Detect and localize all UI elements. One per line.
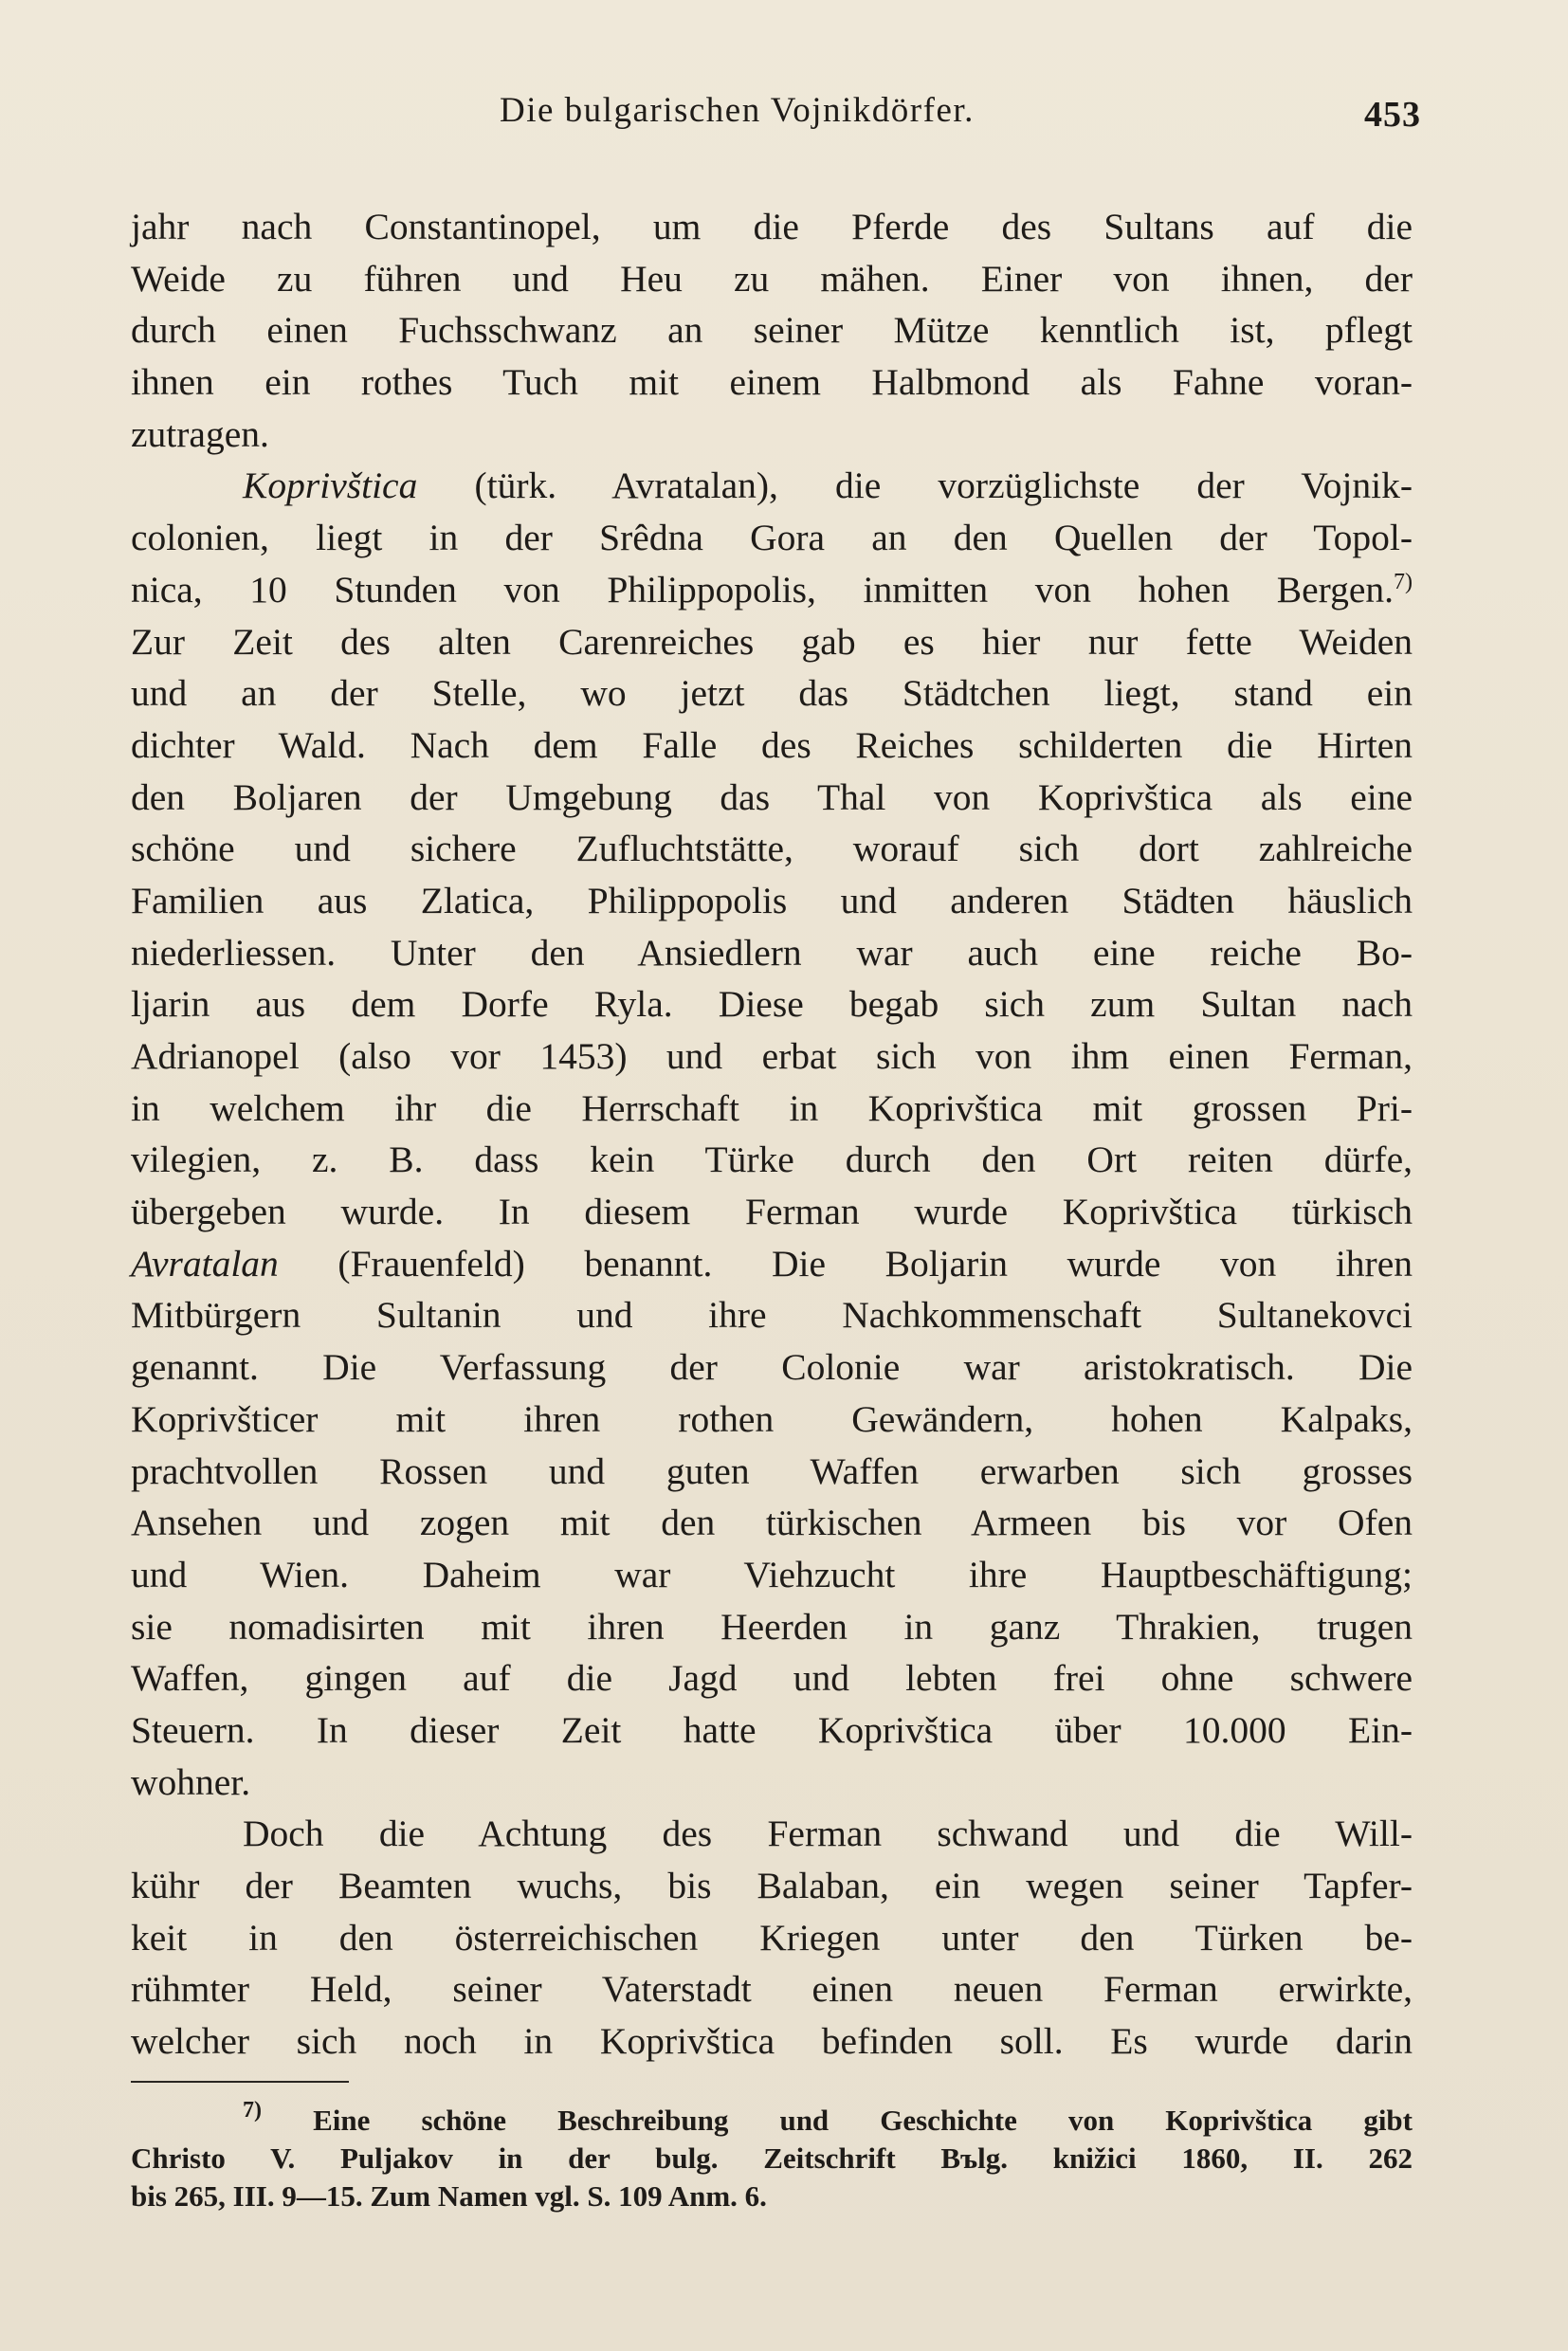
text-line: dichter Wald. Nach dem Falle des Reiches schilderten die Hirten <box>131 723 1413 766</box>
text-line: Adrianopel (also vor 1453) und erbat sich von ihm einen Ferman, <box>131 1035 1413 1077</box>
footnote-text: Eine schöne Beschreibung und Geschichte von Koprivštica gibt <box>313 2104 1413 2137</box>
text-line: schöne und sichere Zufluchtstätte, worauf sich dort zahlreiche <box>131 828 1413 870</box>
footnote-reference: 7) <box>1394 569 1413 594</box>
text-line-rest: (Frauenfeld) benannt. Die Boljarin wurde von ihren <box>337 1242 1413 1285</box>
text-line: Zur Zeit des alten Carenreiches gab es hier nur fette Weiden <box>131 620 1413 663</box>
main-text <box>131 201 1413 2068</box>
footnote-line <box>131 2098 1413 2140</box>
footnotes <box>131 2098 1413 2215</box>
text-line: jahr nach Constantinopel, um die Pferde des Sultans auf die <box>131 206 1413 247</box>
italic-term: Avratalan <box>131 1242 279 1285</box>
text-line: sie nomadisirten mit ihren Heerden in ganz Thrakien, trugen <box>131 1605 1413 1648</box>
text-line: übergeben wurde. In diesem Ferman wurde Koprivštica türkisch <box>131 1191 1413 1233</box>
italic-term: Koprivštica <box>243 465 418 507</box>
text-line: ihnen ein rothes Tuch mit einem Halbmond als Fahne voran- <box>131 361 1413 404</box>
text-line-rest: (türk. Avratalan), die vorzüglichste der Vojnik- <box>474 465 1413 507</box>
text-line: Mitbürgern Sultanin und ihre Nachkommenschaft Sultanekovci <box>131 1294 1413 1337</box>
text-line: keit in den österreichischen Kriegen unter den Türken be- <box>131 1916 1413 1959</box>
footnote-line: bis 265, III. 9—15. Zum Namen vgl. S. 109 Anm. 6. <box>131 2179 767 2213</box>
text-line: niederliessen. Unter den Ansiedlern war auch eine reiche Bo- <box>131 931 1413 974</box>
text-line: durch einen Fuchsschwanz an seiner Mütze kenntlich ist, pflegt <box>131 309 1413 352</box>
text-line: wohner. <box>131 1760 251 1803</box>
text-line: vilegien, z. B. dass kein Türke durch den Ort reiten dürfe, <box>131 1139 1413 1181</box>
footnote-marker: 7) <box>243 2098 262 2123</box>
text-line: Koprivšticer mit ihren rothen Gewändern, hohen Kalpaks, <box>131 1397 1413 1440</box>
text-line <box>131 564 1413 616</box>
text-line: welcher sich noch in Koprivštica befinden soll. Es wurde darin <box>131 2020 1413 2063</box>
text-line <box>131 460 1413 512</box>
text-line: Weide zu führen und Heu zu mähen. Einer von ihnen, der <box>131 257 1413 300</box>
text-line: rühmter Held, seiner Vaterstadt einen neuen Ferman erwirkte, <box>131 1968 1413 2011</box>
text-line <box>131 1238 1413 1290</box>
text-line: genannt. Die Verfassung der Colonie war aristokratisch. Die <box>131 1346 1413 1389</box>
text-line: und an der Stelle, wo jetzt das Städtchen liegt, stand ein <box>131 672 1413 715</box>
running-title: Die bulgarischen Vojnikdörfer. <box>500 91 975 130</box>
text-line: Doch die Achtung des Ferman schwand und die Will- <box>243 1813 1413 1855</box>
text-line: ljarin aus dem Dorfe Ryla. Diese begab sich zum Sultan nach <box>131 983 1413 1026</box>
text-line: colonien, liegt in der Srêdna Gora an den Quellen der Topol- <box>131 517 1413 559</box>
footnote-rule <box>131 2081 349 2083</box>
text-line: Familien aus Zlatica, Philippopolis und anderen Städten häuslich <box>131 879 1413 921</box>
text-line: den Boljaren der Umgebung das Thal von Koprivštica als eine <box>131 775 1413 818</box>
page-number: 453 <box>1364 95 1421 135</box>
text-line: Steuern. In dieser Zeit hatte Koprivštica über 10.000 Ein- <box>131 1708 1413 1751</box>
text-line-content: nica, 10 Stunden von Philippopolis, inmitten von hohen Bergen. <box>131 568 1394 611</box>
text-line: zutragen. <box>131 412 269 455</box>
text-line: Waffen, gingen auf die Jagd und lebten frei ohne schwere <box>131 1657 1413 1700</box>
text-line: Ansehen und zogen mit den türkischen Armeen bis vor Ofen <box>131 1502 1413 1544</box>
page-header <box>0 90 1568 147</box>
footnote-line: Christo V. Puljakov in der bulg. Zeitschrift Bъlg. knižici 1860, II. 262 <box>131 2141 1413 2175</box>
text-line: prachtvollen Rossen und guten Waffen erwarben sich grosses <box>131 1449 1413 1492</box>
text-line: und Wien. Daheim war Viehzucht ihre Hauptbeschäftigung; <box>131 1553 1413 1595</box>
text-line: kühr der Beamten wuchs, bis Balaban, ein wegen seiner Tapfer- <box>131 1865 1413 1906</box>
text-line: in welchem ihr die Herrschaft in Koprivštica mit grossen Pri- <box>131 1086 1413 1129</box>
